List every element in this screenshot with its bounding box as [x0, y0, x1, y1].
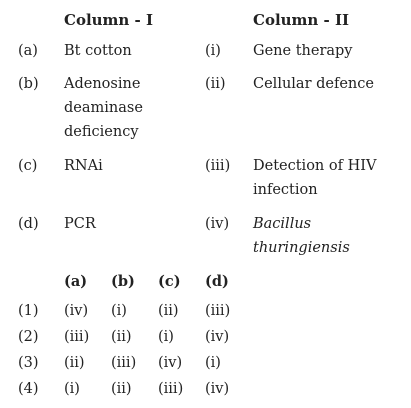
column-i-label-b: (b)	[18, 76, 39, 92]
column-i-item-b-line3: deficiency	[64, 124, 139, 140]
option-4-number[interactable]: (4)	[18, 381, 39, 397]
option-3-d: (i)	[205, 355, 221, 371]
options-header-c: (c)	[158, 273, 181, 290]
column-i-label-d: (d)	[18, 216, 39, 232]
column-i-label-a: (a)	[18, 43, 38, 59]
column-ii-item-ii: Cellular defence	[253, 76, 374, 92]
column-ii-label-i: (i)	[205, 43, 221, 59]
column-i-item-b-line2: deaminase	[64, 100, 143, 116]
column-ii-item-i: Gene therapy	[253, 43, 353, 59]
option-3-c: (iv)	[158, 355, 183, 371]
column-ii-item-iii-line2: infection	[253, 182, 318, 198]
option-1-d: (iii)	[205, 303, 231, 319]
option-2-number[interactable]: (2)	[18, 329, 39, 345]
option-3-b: (iii)	[111, 355, 137, 371]
options-header-d: (d)	[205, 273, 229, 290]
column-ii-item-iv-line2: thuringiensis	[253, 240, 350, 256]
column-i-item-d: PCR	[64, 216, 96, 232]
option-1-a: (iv)	[64, 303, 89, 319]
column-i-item-a: Bt cotton	[64, 43, 132, 59]
column-ii-label-ii: (ii)	[205, 76, 226, 92]
option-3-a: (ii)	[64, 355, 85, 371]
column-ii-label-iv: (iv)	[205, 216, 230, 232]
option-4-a: (i)	[64, 381, 80, 397]
option-4-d: (iv)	[205, 381, 230, 397]
option-3-number[interactable]: (3)	[18, 355, 39, 371]
option-2-a: (iii)	[64, 329, 90, 345]
options-header-a: (a)	[64, 273, 88, 290]
column-i-item-c: RNAi	[64, 158, 103, 174]
option-1-b: (i)	[111, 303, 127, 319]
column-ii-item-iii-line1: Detection of HIV	[253, 158, 377, 174]
column-ii-label-iii: (iii)	[205, 158, 231, 174]
column-i-header: Column - I	[64, 11, 154, 29]
option-2-b: (ii)	[111, 329, 132, 345]
option-2-d: (iv)	[205, 329, 230, 345]
column-ii-header: Column - II	[253, 11, 350, 29]
options-header-b: (b)	[111, 273, 135, 290]
option-4-b: (ii)	[111, 381, 132, 397]
option-1-c: (ii)	[158, 303, 179, 319]
column-ii-item-iv-line1: Bacillus	[253, 216, 312, 232]
option-1-number[interactable]: (1)	[18, 303, 39, 319]
column-i-item-b-line1: Adenosine	[64, 76, 141, 92]
option-4-c: (iii)	[158, 381, 184, 397]
option-2-c: (i)	[158, 329, 174, 345]
column-i-label-c: (c)	[18, 158, 38, 174]
